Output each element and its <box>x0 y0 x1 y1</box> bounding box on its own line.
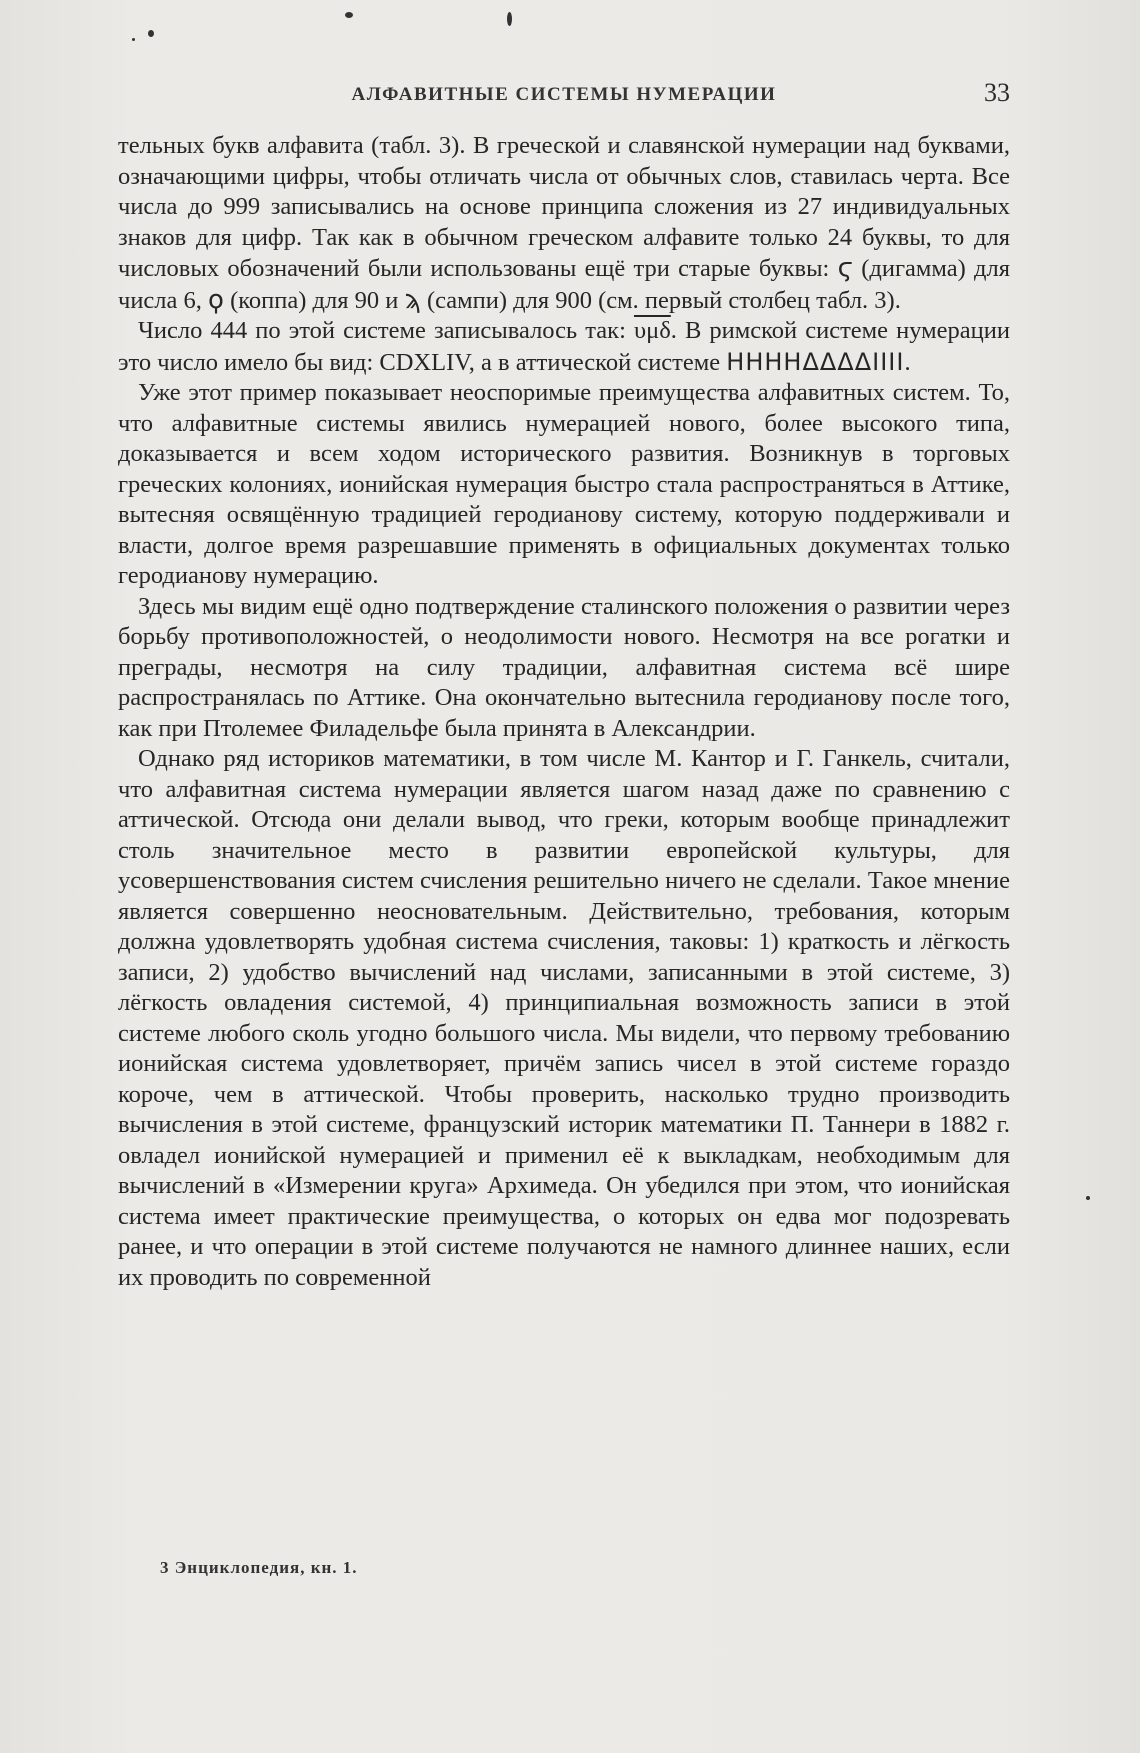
text-run: . <box>904 348 911 376</box>
ink-speck <box>345 12 353 18</box>
paragraph <box>118 131 1010 316</box>
body-text <box>118 131 1010 1293</box>
ink-speck <box>148 30 154 37</box>
ink-speck <box>507 12 512 26</box>
text-run: (дигамма) для числа 6, <box>118 255 1010 314</box>
text-run: . В римской системе нумерации это число имело бы вид: CDXLIV, а в аттической системе <box>118 317 1011 376</box>
text-run: (коппа) для 90 и <box>223 286 405 314</box>
printer-signature: 3 Энциклопедия, кн. 1. <box>160 1558 358 1577</box>
digamma-glyph: ϛ <box>837 253 853 283</box>
text-run: (сампи) для 900 (см. первый столбец табл. 3). <box>420 286 901 314</box>
text-run: тельных букв алфавита (табл. 3). В греческой и славянской нумерации над буквами, означающими цифры, чтобы отличать числа от обычных слов, ставилась черта. Все числа до 999 записывались на основе принципа сложения из 27 индивидуальных знаков для цифр. Так как в обычном греческом алфавите только 24 буквы, то для числовых обозначений были использованы ещё три старые буквы: <box>118 132 1010 282</box>
ink-speck <box>1086 1196 1090 1200</box>
paragraph: Здесь мы видим ещё одно подтверждение сталинского положения о развитии через борьбу противоположностей, о неодолимости нового. Несмотря на все рогатки и преграды, несмотря на силу традиции, алфавитная система всё шире распространялась по Аттике. Она окончательно вытеснила геродианову после того, как при Птолемее Филадельфе была принята в Александрии. <box>118 592 1010 742</box>
sampi-glyph: ϡ <box>404 284 421 315</box>
paragraph: Уже этот пример показывает неоспоримые преимущества алфавитных систем. То, что алфавитные системы явились нумерацией нового, более высокого типа, доказывается и всем ходом исторического развития. Возникнув в торговых греческих колониях, ионийская нумерация быстро стала распространяться в Аттике, вытесняя освящённую традицией геродианову систему, которую поддерживали и власти, долгое время разрешавшие применять в официальных документах только геродианову нумерацию. <box>118 379 1010 589</box>
koppa-glyph: ϙ <box>208 284 224 315</box>
page-number: 33 <box>984 78 1010 107</box>
ink-speck <box>132 38 135 41</box>
paragraph: Однако ряд историков математики, в том числе М. Кантор и Г. Ганкель, считали, что алфавитная система нумерации является шагом назад даже по сравнению с аттической. Отсюда они делали вывод, что греки, которым вообще принадлежит столь значительное место в развитии европейской культуры, для усовершенствования систем счисления решительно ничего не сделали. Такое мнение является совершенно неосновательным. Действительно, требования, которым должна удовлетворять удобная система счисления, таковы: 1) краткость и лёгкость записи, 2) удобство вычислений над числами, записанными в этой системе, 3) лёгкость овладения системой, 4) принципиальная возможность записи в этой системе любого сколь угодно большого числа. Мы видели, что первому требованию ионийская система удовлетворяет, причём запись чисел в этой системе гораздо короче, чем в аттической. Чтобы проверить, насколько трудно производить вычисления в этой системе, французский историк математики П. Таннери в 1882 г. овладел ионийской нумерацией и применил её к выкладкам, необходимым для вычислений в «Измерении круга» Архимеда. Он убедился при этом, что ионийская система имеет практические преимущества, о которых он едва мог подозревать ранее, и что операции в этой системе получаются не намного длиннее наших, если их проводить по современной <box>118 745 1010 1291</box>
page-header <box>118 78 1010 114</box>
attic-numeral: HHHHΔΔΔΔIIII <box>726 347 905 376</box>
running-head: АЛФАВИТНЫЕ СИСТЕМЫ НУМЕРАЦИИ <box>351 84 777 105</box>
ionic-numeral: $\overline{\upsilon\mu\delta}$ <box>633 317 671 344</box>
paragraph <box>118 316 1010 378</box>
text-run: Число 444 по этой системе записывалось так: <box>138 317 634 344</box>
